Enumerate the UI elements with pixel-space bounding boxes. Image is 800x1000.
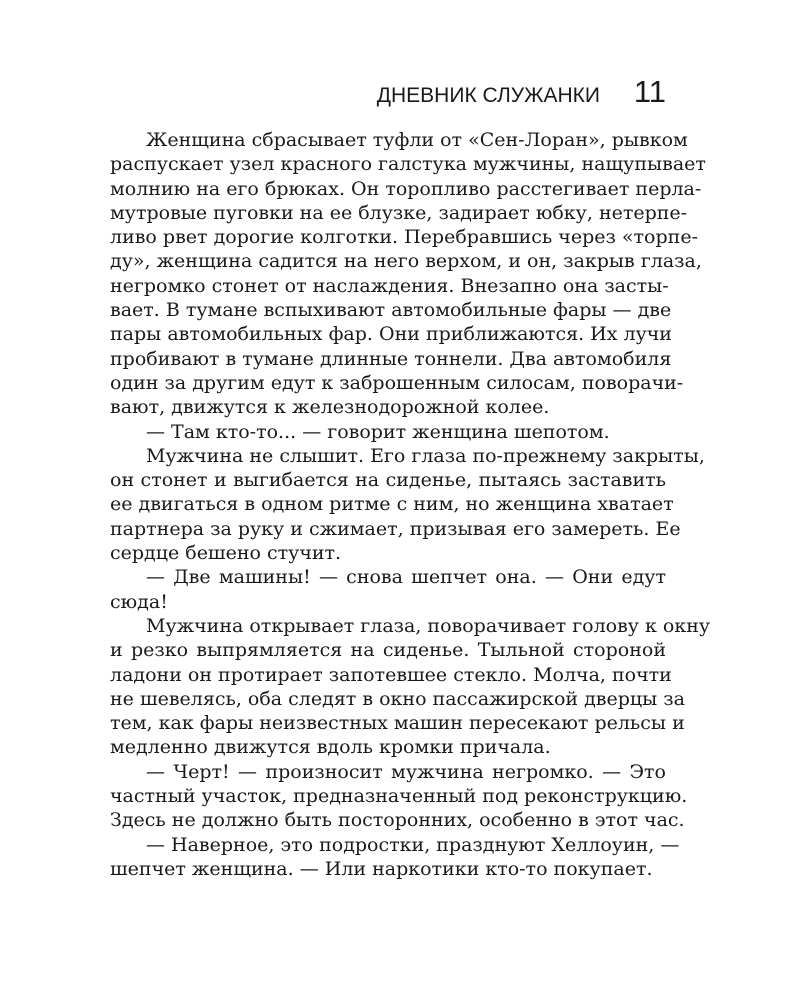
text-line: один за другим едут к заброшенным силосам, поворачи- <box>110 371 684 394</box>
text-line: сердце бешено стучит. <box>110 542 342 565</box>
text-line: Мужчина не слышит. Его глаза по-прежнему закрыты, <box>146 444 705 467</box>
text-line: частный участок, предназначенный под реконструкцию. <box>110 785 688 808</box>
text-line: Здесь не должно быть посторонних, особенно в этот час. <box>110 809 685 832</box>
text-line: пробивают в тумане длинные тоннели. Два автомобиля <box>110 347 672 370</box>
text-line: ливо рвет дорогие колготки. Перебравшись через «торпе- <box>110 226 698 249</box>
text-line: вают, движутся к железнодорожной колее. <box>110 396 550 419</box>
text-line: — Черт! — произносит мужчина негромко. — Это <box>146 760 666 783</box>
text-line: партнера за руку и сжимает, призывая его замереть. Ее <box>110 517 681 540</box>
text-line: ее двигаться в одном ритме с ним, но женщина хватает <box>110 493 674 516</box>
text-line: негромко стонет от наслаждения. Внезапно она засты- <box>110 274 669 297</box>
text-line: медленно движутся вдоль кромки причала. <box>110 736 551 759</box>
text-line: Мужчина открывает глаза, поворачивает голову к окну <box>146 614 711 637</box>
text-line: он стонет и выгибается на сиденье, пытаясь заставить <box>110 469 666 492</box>
body-text <box>110 128 711 881</box>
text-line: распускает узел красного галстука мужчины, нащупывает <box>110 153 706 176</box>
text-line: не шевелясь, оба следят в окно пассажирской дверцы за <box>110 687 685 710</box>
text-line: Женщина сбрасывает туфли от «Сен-Лоран», рывком <box>146 129 688 151</box>
text-line: ладони он протирает запотевшее стекло. Молча, почти <box>110 663 672 686</box>
page-number: 11 <box>633 74 666 109</box>
running-head <box>110 70 666 114</box>
running-head-title: ДНЕВНИК СЛУЖАНКИ <box>376 84 600 107</box>
text-line: — Там кто-то... — говорит женщина шепотом. <box>146 420 610 443</box>
text-line: пары автомобильных фар. Они приближаются. Их лучи <box>110 323 672 346</box>
text-line: — Две машины! — снова шепчет она. — Они едут <box>146 566 666 589</box>
text-line: молнию на его брюках. Он торопливо расстегивает перла- <box>110 177 702 200</box>
text-line: и резко выпрямляется на сиденье. Тыльной стороной <box>110 639 666 662</box>
text-line: мутровые пуговки на ее блузке, задирает юбку, нетерпе- <box>110 201 688 224</box>
text-line: шепчет женщина. — Или наркотики кто-то покупает. <box>110 857 653 880</box>
text-line: — Наверное, это подростки, празднуют Хеллоуин, — <box>146 833 680 856</box>
text-line: ду», женщина садится на него верхом, и он, закрыв глаза, <box>110 250 702 273</box>
text-line: вает. В тумане вспыхивают автомобильные фары — две <box>110 299 672 322</box>
text-line: тем, как фары неизвестных машин пересекают рельсы и <box>110 712 685 735</box>
text-line: сюда! <box>110 590 168 613</box>
